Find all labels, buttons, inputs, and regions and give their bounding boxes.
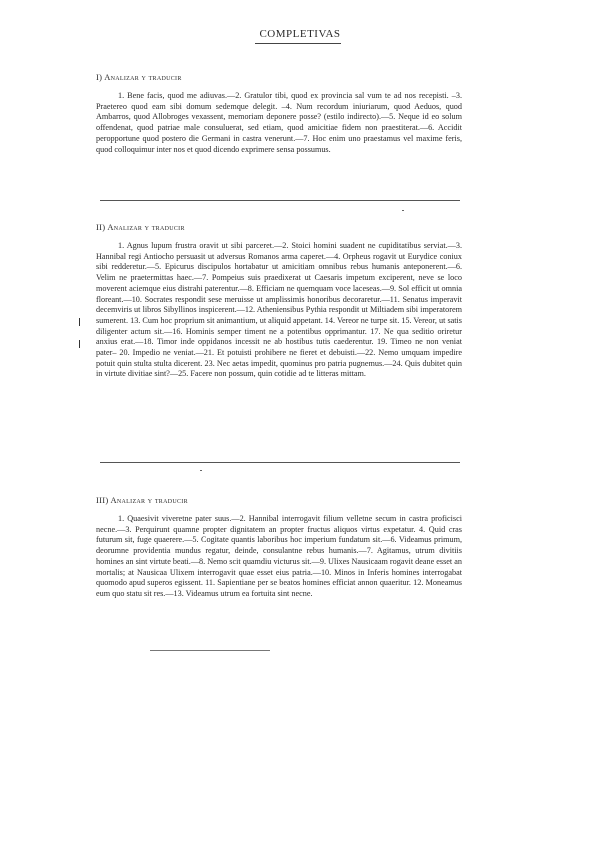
section-3 — [96, 495, 462, 600]
section-2-divider — [100, 462, 460, 463]
section-3-heading: III) Analizar y traducir — [96, 495, 188, 505]
title-underline — [255, 43, 341, 44]
section-3-divider — [150, 650, 270, 651]
section-2-exercises: 1. Agnus lupum frustra oravit ut sibi parceret.—2. Stoici homini suadent ne cupiditatibus serviat.—3. Hannibal regi Antiocho persuasit ut adversus Romanos arma caperet.—4. Orpheus rogavit ut Eurydice coniux sibi redderetur.—5. Epicurus discipulos hortabatur ut amicitiam omnibus rebus humanis anteponerent.—6. Velim ne praetermittas haec.—7. Pompeius suis praedixerat ut Caesaris impetum exciperent, neve se loco moverent aciemque eius distrahi paterentur.—8. Efficiam ne quemquam voce laceseas.—9. Sol efficit ut omnia floreant.—10. Socrates respondit sese meruisse ut amplissimis honoribus decoraretur.—11. Senatus imperavit decemviris ut libros Sibyllinos inspicerent.—12. Atheniensibus Pythia respondit ut Miltiadem sibi imperatorem sumerent. 13. Cum hoc proprium sit animantium, ut aliquid appetant. 14. Vereor ne turpe sit. 15. Vereor, ut satis diligenter actum sit.—16. Hominis semper timent ne a potentibus opprimantur. 17. Ne qua seditio oriretur anxius erat.—18. Timor inde oppidanos incessit ne ab hostibus tutis caederentur. 19. Timeo ne non veniat pater– 20. Impedio ne veniat.—21. Et potuisti prohibere ne fieret et debuisti.—22. Nemo umquam impedire potuit quin stulta stulta dicerent. 23. Nec aetas impedit, quominus pro patria pugnemus.—24. Quis dubitet quin in virtute divitiae sint?—25. Facere non possum, quin cotidie ad te litteras mittam. — [96, 241, 462, 379]
section-2-heading: II) Analizar y traducir — [96, 222, 185, 232]
margin-mark — [79, 318, 80, 326]
section-3-exercises: 1. Quaesivit viveretne pater suus.—2. Hannibal interrogavit filium velletne secum in castra proficisci necne.—3. Perquirunt quamne propter dignitatem an propter fructus aliquos virtus expetatur. 4. Quid cras futurum sit, fuge quaerere.—5. Cogitate quantis laboribus hoc imperium fundatum sit.—6. Videamus primum, deorumne providentia mundus regatur, deinde, consulantne rebus humanis.—7. Agitamus, utrum divitiis homines an sint virtute beati.—8. Nemo scit quamdiu victurus sit.—9. Ulixes Nausicaam rogavit deane esset an mortalis; at Nausicaa Ulixem interrogavit quae esset eius patria.—10. Minos in Inferis homines interrogabat quomodo apud superos egissent. 11. Sapientiane per se beatos homines efficiat annon quaeritur. 12. Moneamus eum quo statu sit res.—13. Videamus utrum ea fortuita sint necne. — [96, 514, 462, 598]
scan-speck — [200, 470, 202, 471]
margin-mark — [79, 340, 80, 348]
section-2 — [96, 222, 462, 380]
page-title: COMPLETIVAS — [259, 28, 341, 40]
section-1-heading: I) Analizar y traducir — [96, 72, 182, 82]
section-1-exercises: 1. Bene facis, quod me adiuvas.—2. Gratulor tibi, quod ex provincia sal vum te ad nos recepisti. –3. Praetereo quod eam sibi domum sedemque delegit. –4. Num recordum iniuriarum, quod Aeduos, quod Ambarros, quod Allobroges vexassent, memoriam deponere posse? (estilo indirecto).—5. Neque id eo solum offendenat, quod patriae male consuluerat, sed etiam, quod amicitiae fidem non praestiterat.—6. Accidit peropportune quod postero die Germani in castra venerunt.—7. Hoc enim uno praestamus vel maxime feris, quod colloquimur inter nos et quod dicendo exprimere sensa possumus. — [96, 91, 462, 154]
scan-speck — [402, 210, 404, 211]
section-1-divider — [100, 200, 460, 201]
section-1 — [96, 72, 462, 155]
